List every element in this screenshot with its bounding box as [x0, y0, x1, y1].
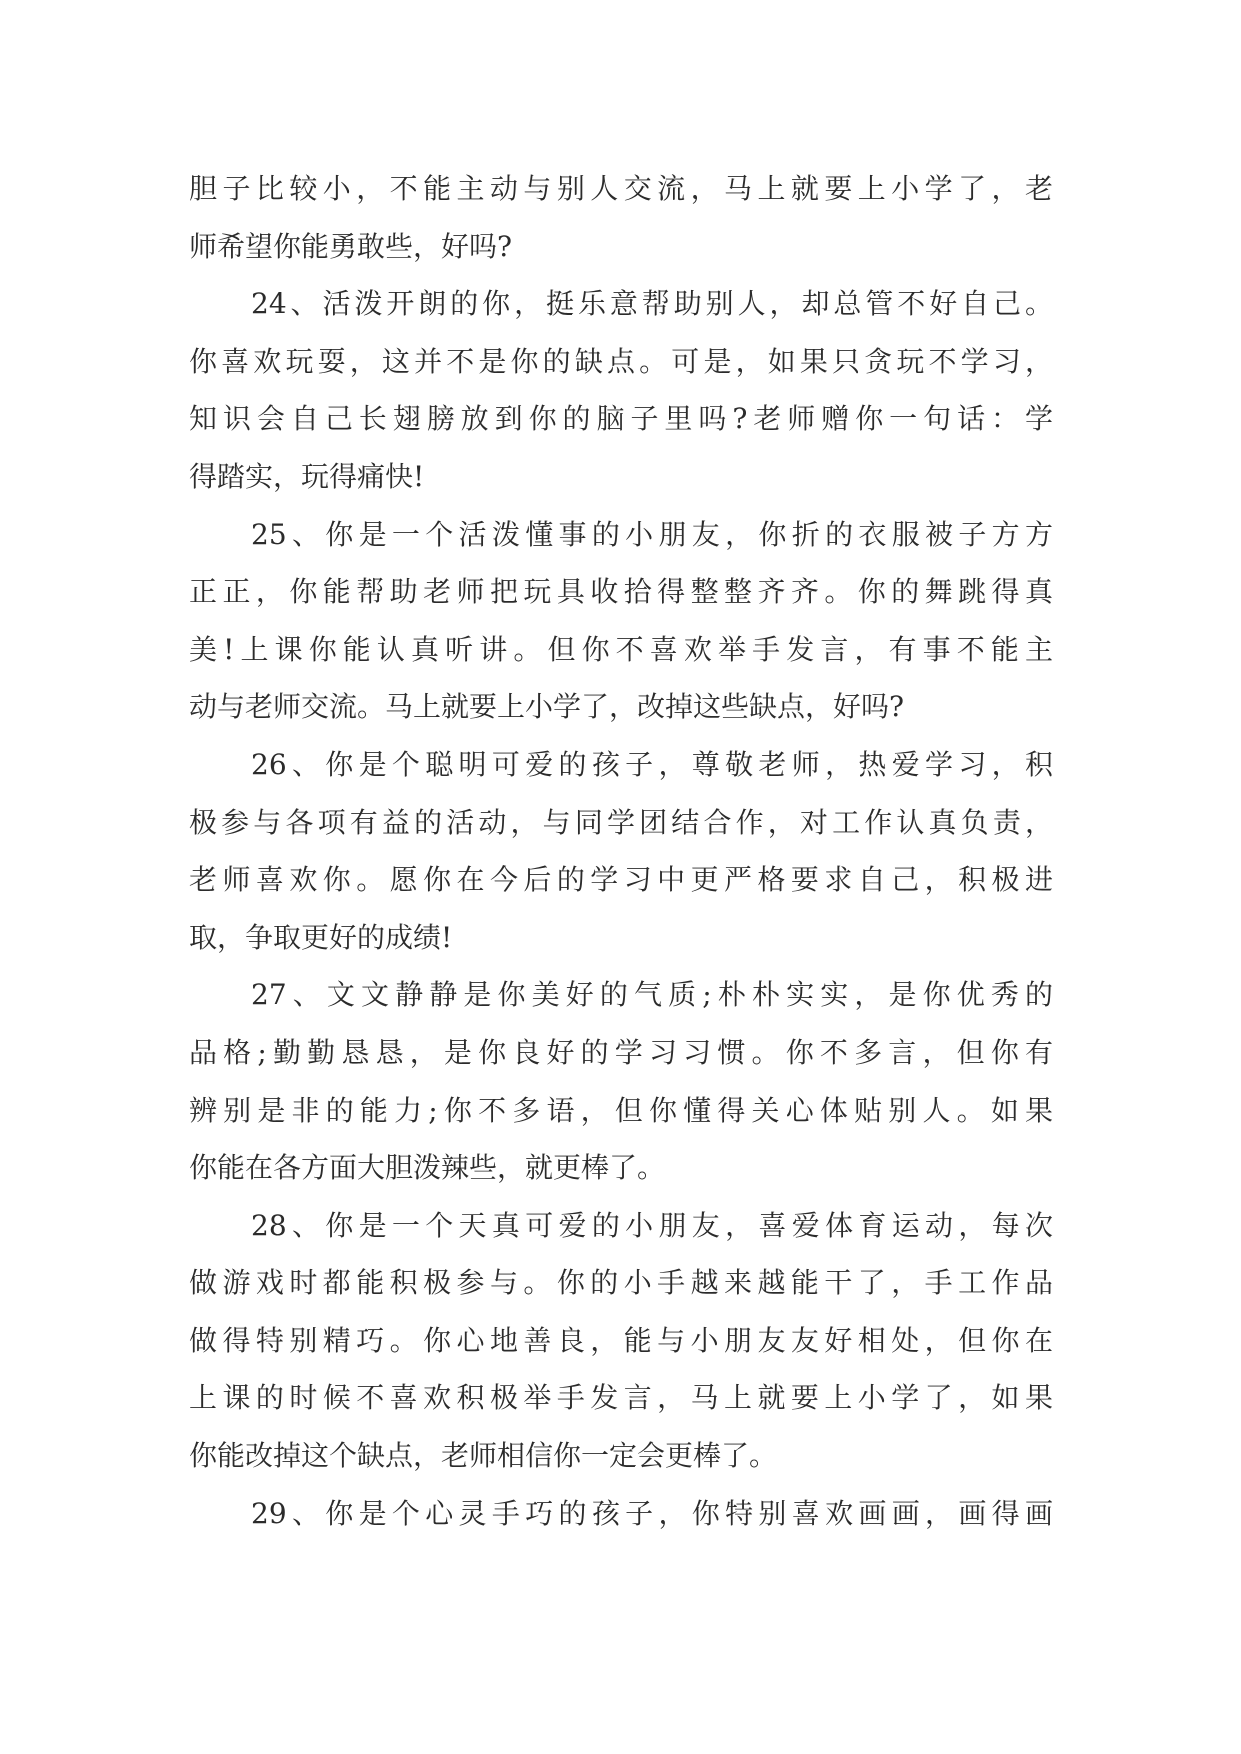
text-line: 你能改掉这个缺点，老师相信你一定会更棒了。: [189, 1439, 778, 1473]
paragraph-29-start: 29、你是个心灵手巧的孩子，你特别喜欢画画，画得画: [251, 1496, 1053, 1530]
text-line: 老师喜欢你。愿你在今后的学习中更严格要求自己，积极进: [189, 863, 1053, 897]
text-line: 做游戏时都能积极参与。你的小手越来越能干了，手工作品: [189, 1266, 1053, 1300]
paragraph-24-start: 24、活泼开朗的你，挺乐意帮助别人，却总管不好自己。: [251, 287, 1053, 321]
text-line: 美!上课你能认真听讲。但你不喜欢举手发言，有事不能主: [189, 632, 1053, 666]
paragraph-25-start: 25、你是一个活泼懂事的小朋友，你折的衣服被子方方: [251, 517, 1053, 551]
text-line: 做得特别精巧。你心地善良，能与小朋友友好相处，但你在: [189, 1323, 1053, 1357]
text-line: 动与老师交流。马上就要上小学了，改掉这些缺点，好吗?: [189, 690, 905, 724]
text-line: 胆子比较小，不能主动与别人交流，马上就要上小学了，老: [189, 172, 1053, 205]
paragraph-27-start: 27、文文静静是你美好的气质;朴朴实实，是你优秀的: [251, 978, 1053, 1012]
text-line: 你能在各方面大胆泼辣些，就更棒了。: [189, 1151, 666, 1185]
text-line: 你喜欢玩耍，这并不是你的缺点。可是，如果只贪玩不学习，: [189, 344, 1053, 378]
text-line: 正正，你能帮助老师把玩具收拾得整整齐齐。你的舞跳得真: [189, 575, 1053, 609]
text-line: 辨别是非的能力;你不多语，但你懂得关心体贴别人。如果: [189, 1093, 1053, 1127]
paragraph-28-start: 28、你是一个天真可爱的小朋友，喜爱体育运动，每次: [251, 1208, 1053, 1242]
text-line: 师希望你能勇敢些，好吗?: [189, 229, 513, 263]
paragraph-26-start: 26、你是个聪明可爱的孩子，尊敬老师，热爱学习，积: [251, 747, 1053, 781]
text-line: 极参与各项有益的活动，与同学团结合作，对工作认真负责，: [189, 805, 1053, 839]
document-body: [189, 160, 1053, 1542]
text-line: 取，争取更好的成绩!: [189, 920, 453, 954]
text-line: 品格;勤勤恳恳，是你良好的学习习惯。你不多言，但你有: [189, 1035, 1053, 1069]
text-line: 知识会自己长翅膀放到你的脑子里吗?老师赠你一句话：学: [189, 402, 1053, 436]
text-line: 得踏实，玩得痛快!: [189, 459, 425, 493]
text-line: 上课的时候不喜欢积极举手发言，马上就要上小学了，如果: [189, 1381, 1053, 1415]
